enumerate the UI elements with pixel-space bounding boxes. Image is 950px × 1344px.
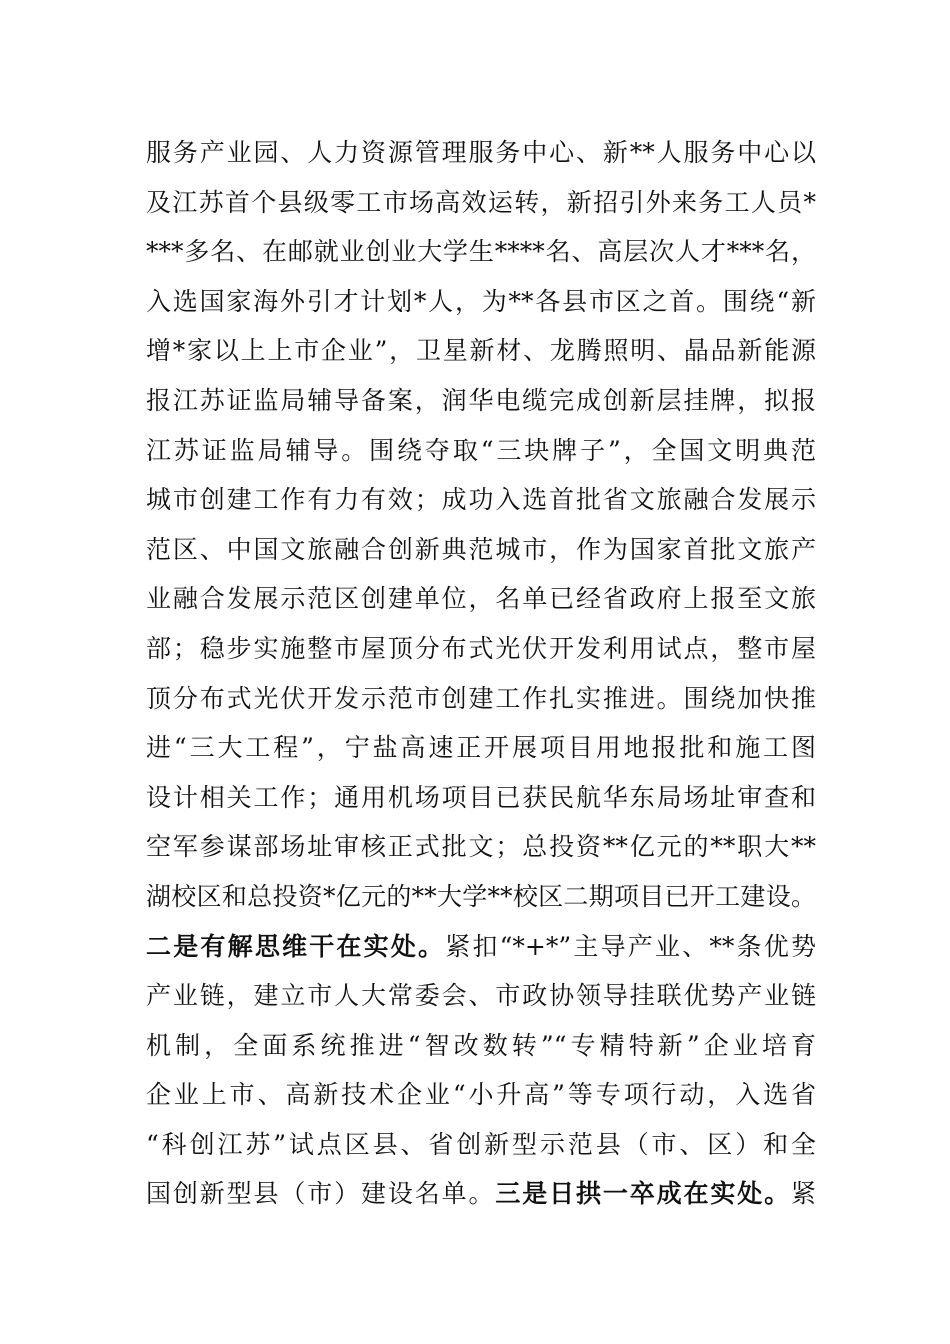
text-run: 国创新型县（市）建设名单。 — [146, 1179, 496, 1209]
text-run: 紧 — [790, 1179, 816, 1209]
text-run: 机制，全面系统推进“智改数转”“专精特新”企业培育 — [146, 1030, 816, 1060]
text-run: 报江苏证监局辅导备案，润华电缆完成创新层挂牌，拟报 — [146, 385, 816, 415]
text-line — [146, 227, 816, 277]
text-run: 增*家以上上市企业”，卫星新材、龙腾照明、晶品新能源 — [146, 336, 816, 366]
bold-heading-run: 二是有解思维干在实处。 — [146, 931, 446, 961]
text-run: 湖校区和总投资*亿元的**大学**校区二期项目已开工建设。 — [146, 881, 816, 911]
text-run: 入选国家海外引才计划*人，为**各县市区之首。围绕“新 — [146, 286, 816, 316]
text-run: 业融合发展示范区创建单位，名单已经省政府上报至文旅 — [146, 584, 816, 614]
text-run: 范区、中国文旅融合创新典范城市，作为国家首批文旅产 — [146, 534, 816, 564]
text-line — [146, 426, 816, 476]
text-line — [146, 326, 816, 376]
text-line — [146, 178, 816, 228]
text-run: “科创江苏”试点区县、省创新型示范县（市、区）和全 — [146, 1129, 816, 1159]
text-line — [146, 971, 816, 1021]
text-line — [146, 376, 816, 426]
body-paragraph — [146, 128, 816, 1219]
text-line — [146, 1070, 816, 1120]
text-line — [146, 822, 816, 872]
text-run: 进“三大工程”，宁盐高速正开展项目用地报批和施工图 — [146, 733, 816, 763]
text-line — [146, 674, 816, 724]
text-line — [146, 1169, 816, 1219]
text-run: 城市创建工作有力有效；成功入选首批省文旅融合发展示 — [146, 485, 816, 515]
text-run: ***多名、在邮就业创业大学生****名、高层次人才***名， — [146, 237, 816, 267]
text-run: 服务产业园、人力资源管理服务中心、新**人服务中心以 — [146, 138, 816, 167]
text-run: 江苏证监局辅导。围绕夺取“三块牌子”，全国文明典范 — [146, 435, 816, 465]
text-line — [146, 773, 816, 823]
text-run: 紧扣“*+*”主导产业、**条优势 — [445, 931, 816, 961]
text-line — [146, 128, 816, 178]
text-line — [146, 1120, 816, 1170]
text-run: 顶分布式光伏开发示范市创建工作扎实推进。围绕加快推 — [146, 683, 816, 713]
text-run: 企业上市、高新技术企业“小升高”等专项行动，入选省 — [146, 1080, 816, 1110]
text-run: 产业链，建立市人大常委会、市政协领导挂联优势产业链 — [146, 981, 816, 1011]
text-line — [146, 277, 816, 327]
text-run: 及江苏首个县级零工市场高效运转，新招引外来务工人员* — [146, 187, 816, 217]
text-line — [146, 723, 816, 773]
text-line — [146, 1021, 816, 1071]
text-line — [146, 574, 816, 624]
text-run: 空军参谋部场址审核正式批文；总投资**亿元的**职大** — [146, 832, 816, 862]
text-run: 设计相关工作；通用机场项目已获民航华东局场址审查和 — [146, 782, 816, 812]
text-line — [146, 922, 816, 972]
text-line — [146, 525, 816, 575]
text-line — [146, 872, 816, 922]
bold-heading-run: 三是日拱一卒成在实处。 — [495, 1179, 791, 1209]
text-line — [146, 475, 816, 525]
text-line — [146, 624, 816, 674]
text-run: 部；稳步实施整市屋顶分布式光伏开发利用试点，整市屋 — [146, 633, 816, 663]
